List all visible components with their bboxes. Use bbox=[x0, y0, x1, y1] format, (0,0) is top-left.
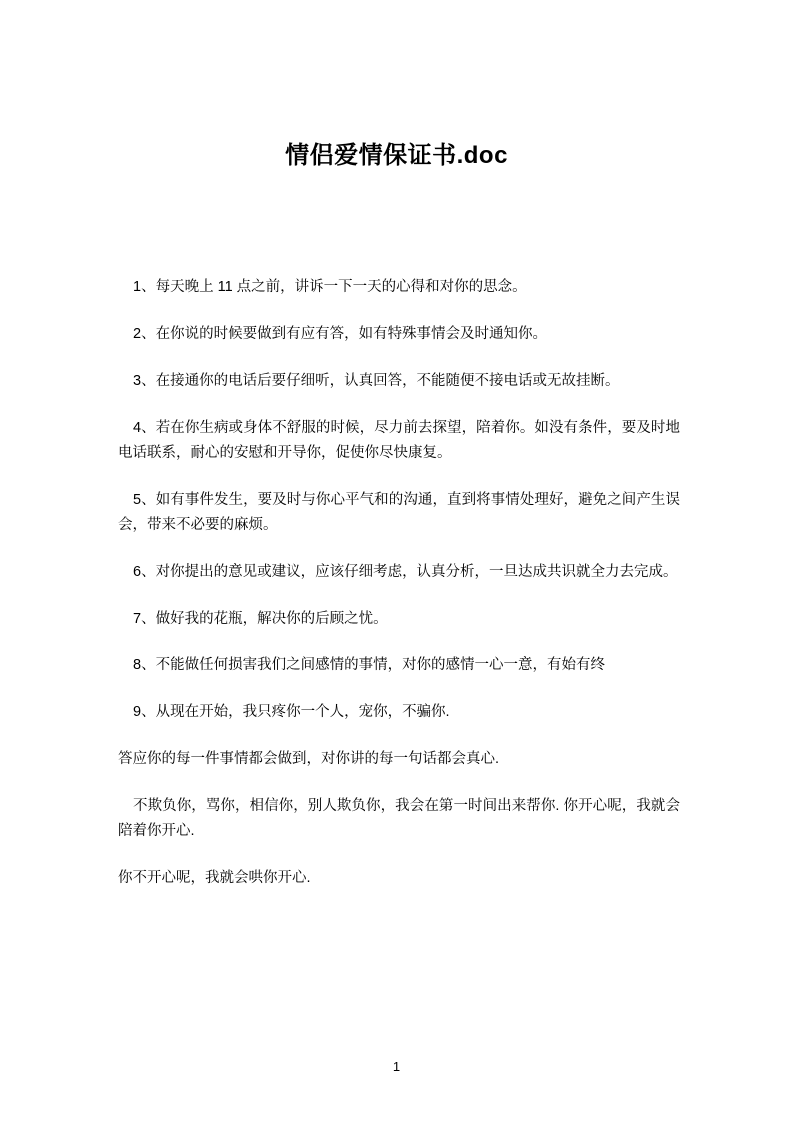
paragraph: 3、在接通你的电话后要仔细听，认真回答，不能随便不接电话或无故挂断。 bbox=[133, 372, 620, 389]
paragraph: 答应你的每一件事情都会做到，对你讲的每一句话都会真心. bbox=[118, 751, 500, 768]
paragraph: 你不开心呢，我就会哄你开心. bbox=[118, 870, 311, 887]
paragraph: 6、对你提出的意见或建议，应该仔细考虑，认真分析，一旦达成共识就全力去完成。 bbox=[133, 563, 678, 580]
paragraph: 2、在你说的时候要做到有应有答，如有特殊事情会及时通知你。 bbox=[133, 325, 548, 342]
paragraph: 9、从现在开始，我只疼你一个人，宠你，不骗你. bbox=[133, 704, 450, 721]
paragraph: 4、若在你生病或身体不舒服的时候，尽力前去探望，陪着你。如没有条件，要及时地电话联系，耐心的安慰和开导你，促使你尽快康复。 bbox=[118, 419, 680, 461]
paragraph: 7、做好我的花瓶，解决你的后顾之忧。 bbox=[133, 610, 388, 627]
document-body bbox=[118, 275, 680, 913]
paragraph: 8、不能做任何损害我们之间感情的事情，对你的感情一心一意，有始有终 bbox=[133, 657, 606, 674]
page-title: 情侣爱情保证书.doc bbox=[285, 142, 508, 169]
paragraph: 1、每天晚上 11 点之前，讲诉一下一天的心得和对你的思念。 bbox=[133, 279, 527, 295]
page-number: 1 bbox=[392, 1059, 401, 1074]
paragraph: 不欺负你，骂你，相信你，别人欺负你，我会在第一时间出来帮你. 你开心呢，我就会陪着你开心. bbox=[118, 798, 680, 840]
paragraph: 5、如有事件发生，要及时与你心平气和的沟通，直到将事情处理好，避免之间产生误会，带来不必要的麻烦。 bbox=[118, 491, 680, 533]
